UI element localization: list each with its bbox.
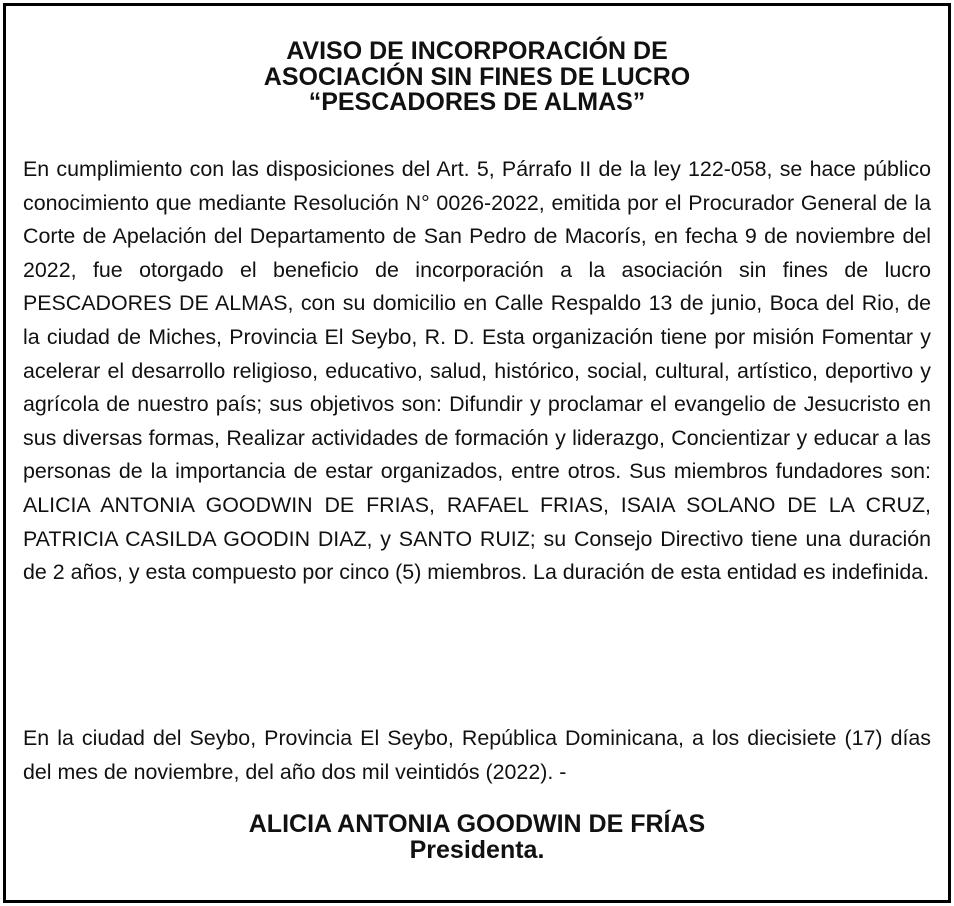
title-line-2: ASOCIACIÓN SIN FINES DE LUCRO xyxy=(263,62,691,91)
signature-block xyxy=(6,812,948,863)
signature-name: ALICIA ANTONIA GOODWIN DE FRÍAS xyxy=(248,810,706,838)
notice-body-paragraph: En cumplimiento con las disposiciones del Art. 5, Párrafo II de la ley 122-058, se hace público conocimiento que mediante Resolución N° 0026-2022, emitida por el Procurador General de la Corte de Apelación del Departamento de San Pedro de Macorís, en fecha 9 de noviembre del 2022, fue otorgado el beneficio de incorporación a la asociación sin fines de lucro PESCADORES DE ALMAS, con su domicilio en Calle Respaldo 13 de junio, Boca del Rio, de la ciudad de Miches, Provincia El Seybo, R. D. Esta organización tiene por misión Fomentar y acelerar el desarrollo religioso, educativo, salud, histórico, social, cultural, artístico, deportivo y agrícola de nuestro país; sus objetivos son: Difundir y proclamar el evangelio de Jesucristo en sus diversas formas, Realizar actividades de formación y liderazgo, Concientizar y educar a las personas de la importancia de estar organizados, entre otros. Sus miembros fundadores son: ALICIA ANTONIA GOODWIN DE FRIAS, RAFAEL FRIAS, ISAIA SOLANO DE LA CRUZ, PATRICIA CASILDA GOODIN DIAZ, y SANTO RUIZ; su Consejo Directivo tiene una duración de 2 años, y esta compuesto por cinco (5) miembros. La duración de esta entidad es indefinida. xyxy=(23,157,931,585)
notice-closing-paragraph: En la ciudad del Seybo, Provincia El Seybo, República Dominicana, a los diecisiete (17) días del mes de noviembre, del año dos mil veintidós (2022). - xyxy=(23,726,931,784)
signature-role: Presidenta. xyxy=(409,835,545,864)
title-line-1: AVISO DE INCORPORACIÓN DE xyxy=(286,37,668,65)
notice-frame xyxy=(3,3,951,903)
title-line-3: “PESCADORES DE ALMAS” xyxy=(308,88,646,116)
notice-title xyxy=(6,39,948,116)
